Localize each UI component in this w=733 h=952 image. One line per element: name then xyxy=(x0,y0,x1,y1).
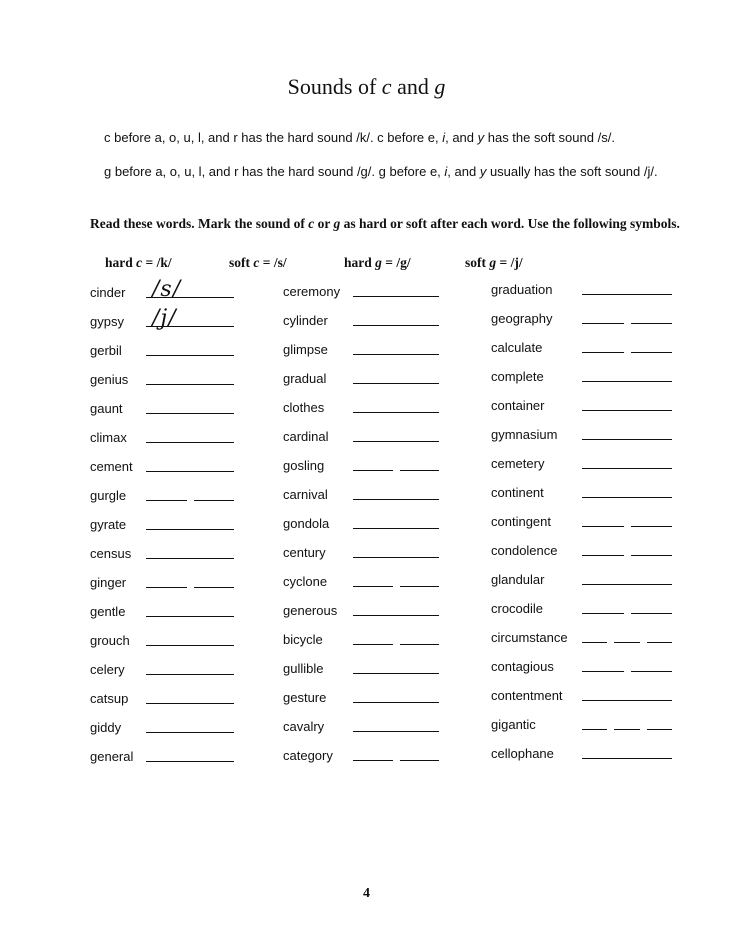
word-label: category xyxy=(283,748,333,763)
answer-blank[interactable] xyxy=(647,642,672,643)
answer-blank[interactable] xyxy=(400,760,440,761)
answer-blank[interactable] xyxy=(582,700,672,701)
answer-blank[interactable] xyxy=(146,558,234,559)
word-label: contagious xyxy=(491,659,554,674)
answer-blank[interactable] xyxy=(353,412,439,413)
word-label: ceremony xyxy=(283,284,341,299)
answer-blank[interactable] xyxy=(631,352,673,353)
word-label: gyrate xyxy=(90,517,127,532)
word-label: geography xyxy=(491,311,553,326)
answer-blank[interactable] xyxy=(353,354,439,355)
word-label: generous xyxy=(283,603,338,618)
answer-blank[interactable] xyxy=(400,586,440,587)
page-number: 4 xyxy=(363,886,370,901)
answer-blank[interactable] xyxy=(146,471,234,472)
word-label: gaunt xyxy=(90,401,123,416)
answer-blank[interactable] xyxy=(582,729,607,730)
answer-blank[interactable] xyxy=(582,613,624,614)
answer-blank[interactable] xyxy=(582,410,672,411)
answer-blank[interactable] xyxy=(353,296,439,297)
answer-blank[interactable] xyxy=(146,674,234,675)
word-label: container xyxy=(491,398,545,413)
word-label: genius xyxy=(90,372,129,387)
answer-blank[interactable] xyxy=(582,468,672,469)
answer-blank[interactable] xyxy=(582,671,624,672)
answer-blank[interactable] xyxy=(582,439,672,440)
word-label: continent xyxy=(491,485,544,500)
word-label: condolence xyxy=(491,543,558,558)
answer-blank[interactable] xyxy=(146,703,234,704)
answer-blank[interactable] xyxy=(353,325,439,326)
word-label: gosling xyxy=(283,458,325,473)
answer-blank[interactable] xyxy=(631,323,673,324)
answer-blank[interactable] xyxy=(353,557,439,558)
handwritten-answer: /s/ xyxy=(152,277,182,302)
answer-blank[interactable] xyxy=(146,500,187,501)
answer-blank[interactable] xyxy=(614,642,639,643)
word-label: general xyxy=(90,749,134,764)
handwritten-answer: /j/ xyxy=(152,306,177,331)
answer-blank[interactable] xyxy=(146,616,234,617)
answer-blank[interactable] xyxy=(631,555,673,556)
word-label: gesture xyxy=(283,690,327,705)
word-label: cavalry xyxy=(283,719,325,734)
title-letter-g: g xyxy=(434,74,446,99)
word-label: cement xyxy=(90,459,133,474)
answer-blank[interactable] xyxy=(146,442,234,443)
page-title xyxy=(0,74,733,100)
answer-blank[interactable] xyxy=(146,529,234,530)
title-and: and xyxy=(397,74,429,99)
word-label: gymnasium xyxy=(491,427,558,442)
answer-blank[interactable] xyxy=(631,613,673,614)
answer-blank[interactable] xyxy=(353,586,393,587)
answer-blank[interactable] xyxy=(353,470,393,471)
answer-blank[interactable] xyxy=(146,384,234,385)
answer-blank[interactable] xyxy=(582,642,607,643)
answer-blank[interactable] xyxy=(614,729,639,730)
answer-blank[interactable] xyxy=(353,383,439,384)
word-label: cinder xyxy=(90,285,126,300)
word-label: glandular xyxy=(491,572,545,587)
answer-blank[interactable] xyxy=(146,587,187,588)
answer-blank[interactable] xyxy=(194,587,235,588)
answer-blank[interactable] xyxy=(353,441,439,442)
word-label: gerbil xyxy=(90,343,122,358)
g-rule: g before a, o, u, l, and r has the hard sound /g/. g before e, i, and y usually has the soft sound /j/. xyxy=(104,164,658,179)
word-label: gurgle xyxy=(90,488,127,503)
answer-blank[interactable] xyxy=(400,644,440,645)
answer-blank[interactable] xyxy=(353,615,439,616)
word-label: grouch xyxy=(90,633,130,648)
word-label: century xyxy=(283,545,326,560)
word-label: complete xyxy=(491,369,544,384)
symbol-soft-c: soft c = /s/ xyxy=(229,255,287,270)
answer-blank[interactable] xyxy=(353,528,439,529)
word-label: ginger xyxy=(90,575,127,590)
word-label: cemetery xyxy=(491,456,545,471)
word-label: circumstance xyxy=(491,630,568,645)
answer-blank[interactable] xyxy=(353,731,439,732)
symbol-hard-c: hard c = /k/ xyxy=(105,255,172,270)
answer-blank[interactable] xyxy=(631,526,673,527)
answer-blank[interactable] xyxy=(631,671,673,672)
word-label: giddy xyxy=(90,720,122,735)
word-label: catsup xyxy=(90,691,129,706)
answer-blank[interactable] xyxy=(146,645,234,646)
title-text: Sounds of xyxy=(287,74,377,99)
word-label: bicycle xyxy=(283,632,323,647)
word-label: census xyxy=(90,546,132,561)
title-letter-c: c xyxy=(381,74,392,99)
answer-blank[interactable] xyxy=(146,761,234,762)
answer-blank[interactable] xyxy=(582,381,672,382)
word-label: gypsy xyxy=(90,314,124,329)
symbol-hard-g: hard g = /g/ xyxy=(344,255,411,270)
answer-blank[interactable] xyxy=(647,729,672,730)
word-label: carnival xyxy=(283,487,328,502)
answer-blank[interactable] xyxy=(582,555,624,556)
answer-blank[interactable] xyxy=(146,355,234,356)
word-label: cyclone xyxy=(283,574,328,589)
word-label: celery xyxy=(90,662,125,677)
word-label: cylinder xyxy=(283,313,328,328)
answer-blank[interactable] xyxy=(582,323,624,324)
word-label: contingent xyxy=(491,514,551,529)
answer-blank[interactable] xyxy=(146,413,234,414)
symbol-legend xyxy=(0,255,733,275)
word-label: clothes xyxy=(283,400,325,415)
word-label: glimpse xyxy=(283,342,328,357)
answer-blank[interactable] xyxy=(353,702,439,703)
answer-blank[interactable] xyxy=(582,526,624,527)
answer-blank[interactable] xyxy=(400,470,440,471)
word-label: cardinal xyxy=(283,429,329,444)
word-label: crocodile xyxy=(491,601,544,616)
answer-blank[interactable] xyxy=(194,500,235,501)
word-label: contentment xyxy=(491,688,563,703)
word-label: gradual xyxy=(283,371,327,386)
word-label: graduation xyxy=(491,282,553,297)
answer-blank[interactable] xyxy=(582,758,672,759)
answer-blank[interactable] xyxy=(353,673,439,674)
word-label: gullible xyxy=(283,661,324,676)
word-label: gondola xyxy=(283,516,330,531)
answer-blank[interactable] xyxy=(353,499,439,500)
answer-blank[interactable] xyxy=(582,294,672,295)
symbol-soft-g: soft g = /j/ xyxy=(465,255,523,270)
word-label: gigantic xyxy=(491,717,536,732)
answer-blank[interactable] xyxy=(582,584,672,585)
word-label: calculate xyxy=(491,340,543,355)
answer-blank[interactable] xyxy=(582,497,672,498)
answer-blank[interactable] xyxy=(582,352,624,353)
word-label: climax xyxy=(90,430,127,445)
answer-blank[interactable] xyxy=(353,760,393,761)
answer-blank[interactable] xyxy=(146,732,234,733)
word-label: cellophane xyxy=(491,746,554,761)
answer-blank[interactable] xyxy=(353,644,393,645)
c-rule: c before a, o, u, l, and r has the hard sound /k/. c before e, i, and y has the soft sound /s/. xyxy=(104,130,615,145)
word-label: gentle xyxy=(90,604,126,619)
instructions: Read these words. Mark the sound of c or g as hard or soft after each word. Use the following symbols. xyxy=(90,216,680,231)
